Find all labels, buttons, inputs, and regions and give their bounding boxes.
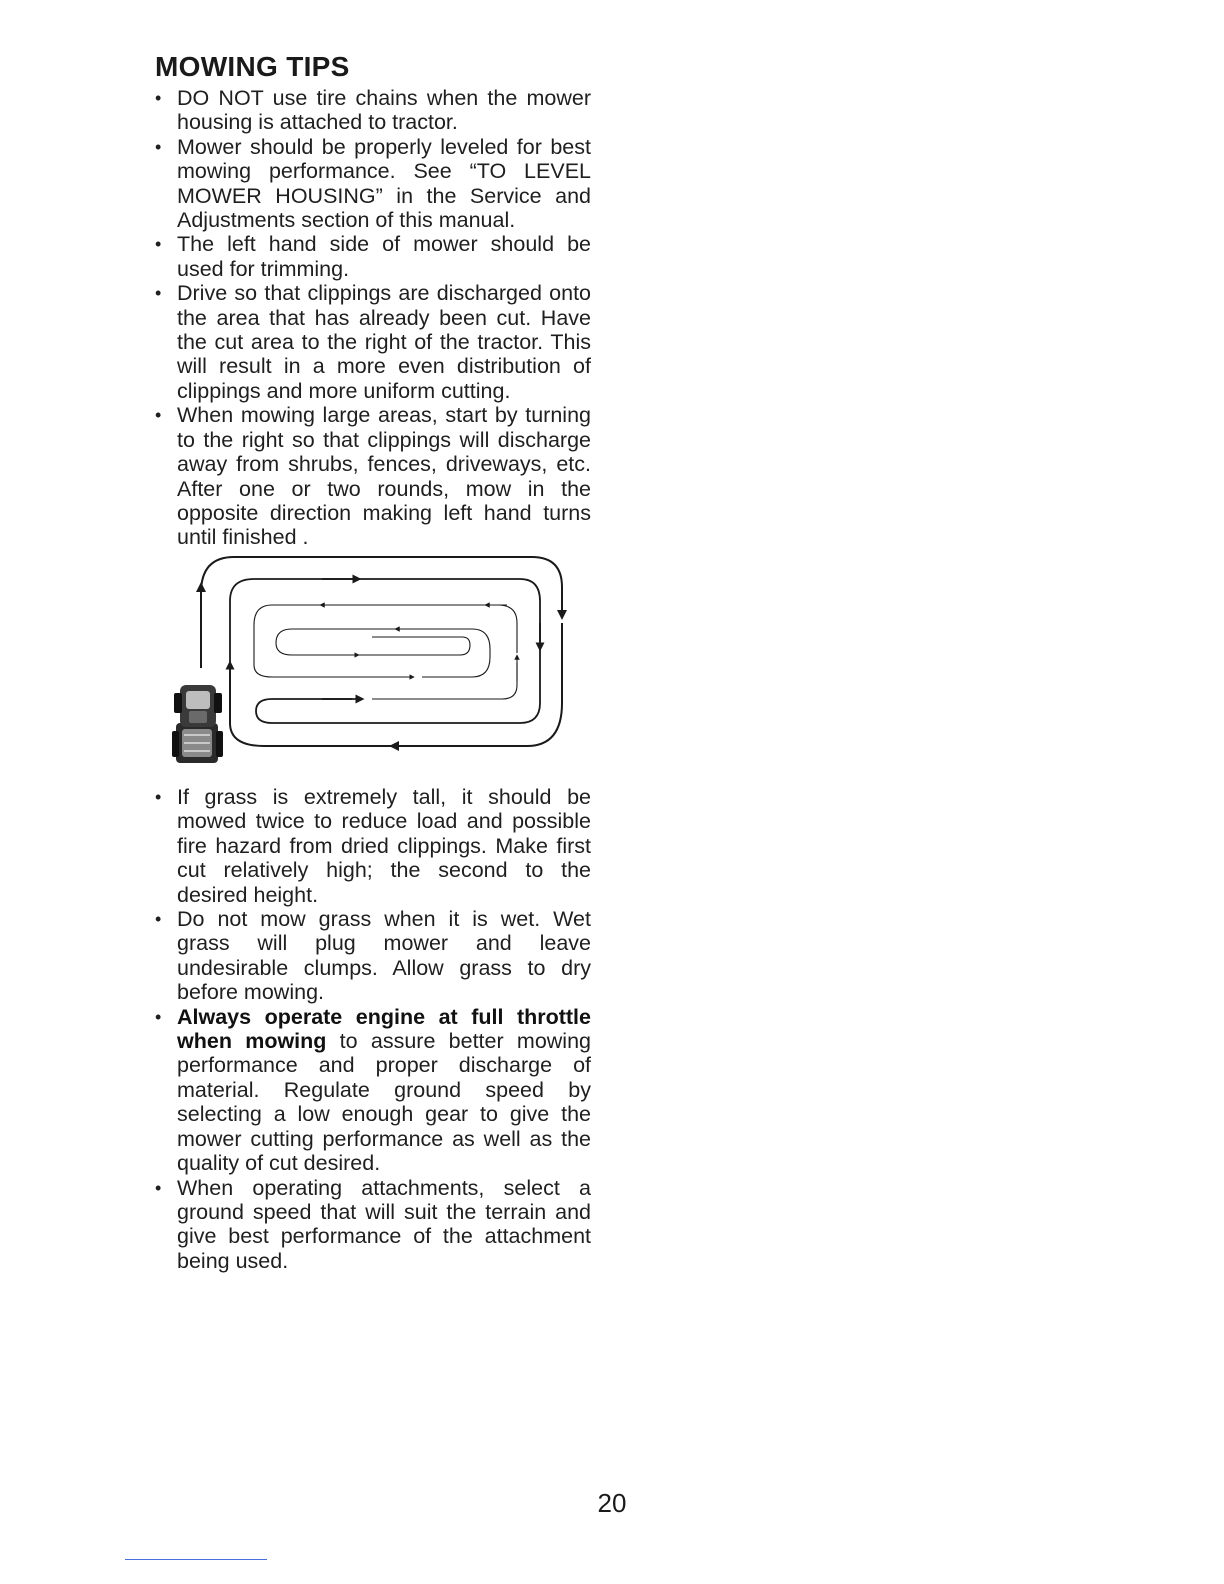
page-title: MOWING TIPS — [155, 51, 350, 82]
tip-text: The left hand side of mower should be used for trimming. — [177, 232, 591, 281]
mowing-pattern-diagram-icon — [172, 553, 577, 775]
second-lap-path — [230, 579, 540, 723]
page-number: 20 — [597, 1488, 627, 1518]
list-item — [155, 232, 591, 281]
bullet-icon: • — [155, 1177, 162, 1198]
tip-text: to assure better mowing performance and proper discharge of material. Regulate ground speed by selecting a low enough gear to give the mower cutting performance as well as the quality of cut desired. — [177, 1029, 591, 1176]
bullet-icon: • — [155, 787, 162, 807]
bullet-icon: • — [155, 283, 162, 304]
tip-text: Do not mow grass when it is wet. Wet grass will plug mower and leave undesirable clumps. Allow grass to dry before mowing. — [177, 907, 591, 1005]
tips-list-bottom — [155, 785, 591, 1273]
tip-text: DO NOT use tire chains when the mower housing is attached to tractor. — [177, 86, 591, 135]
tip-text: When mowing large areas, start by turning to the right so that clippings will discharge away from shrubs, fences, driveways, etc. After one or two rounds, mow in the opposite direction making left hand turns until finished . — [177, 403, 591, 550]
bullet-icon: • — [155, 909, 162, 930]
list-item — [155, 1176, 591, 1274]
list-item — [155, 785, 591, 907]
bullet-icon: • — [155, 1006, 162, 1027]
tip-text: If grass is extremely tall, it should be mowed twice to reduce load and possible fire hazard from dried clippings. Make first cut relatively high; the second to the desired height. — [177, 785, 591, 907]
list-item — [155, 86, 591, 135]
list-item — [155, 281, 591, 403]
tip-emphasis: Always operate engine at full throttle when mowing — [177, 1004, 591, 1054]
list-item — [155, 403, 591, 549]
bullet-icon: • — [155, 234, 162, 255]
riding-mower-icon — [172, 685, 223, 763]
inner-lap-path — [254, 605, 517, 699]
bullet-icon: • — [155, 136, 162, 157]
bullet-icon: • — [155, 405, 162, 426]
bullet-icon: • — [155, 88, 162, 108]
footer-divider — [125, 1559, 267, 1560]
tips-column-top — [155, 86, 591, 550]
tip-text: Drive so that clippings are discharged onto the area that has already been cut. Have the cut area to the right of the tractor. This will result in a more even distribution of clippings and more uniform cutting. — [177, 281, 591, 403]
tips-list-top — [155, 86, 591, 550]
list-item — [155, 1005, 591, 1176]
outer-lap-path — [201, 557, 562, 746]
tip-text: When operating attachments, select a ground speed that will suit the terrain and give best performance of the attachment being used. — [177, 1175, 591, 1273]
tips-column-bottom — [155, 785, 591, 1273]
tip-text: Mower should be properly leveled for best mowing performance. See “TO LEVEL MOWER HOUSING” in the Service and Adjustments section of this manual. — [177, 134, 591, 233]
list-item — [155, 907, 591, 1005]
list-item — [155, 135, 591, 233]
